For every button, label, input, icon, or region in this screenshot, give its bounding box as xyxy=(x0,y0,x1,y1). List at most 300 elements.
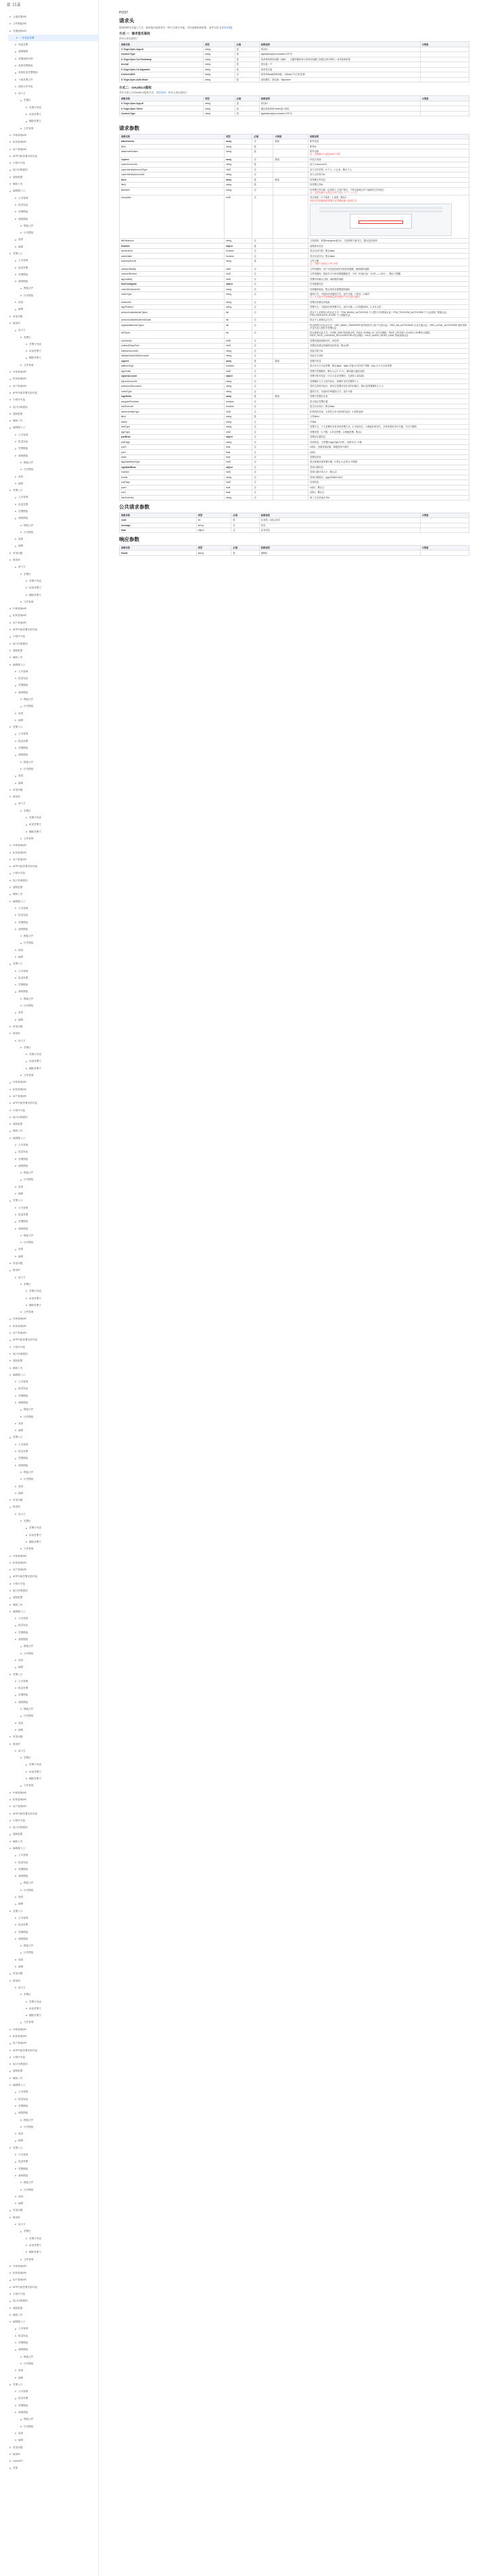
sidebar-item[interactable] xyxy=(9,884,98,891)
sidebar-item[interactable] xyxy=(9,1803,98,1810)
sidebar-item[interactable] xyxy=(9,668,98,675)
sidebar-item[interactable] xyxy=(9,1372,98,1378)
sidebar-item[interactable] xyxy=(9,1281,98,1288)
sidebar-item[interactable] xyxy=(9,2005,98,2012)
sidebar-item[interactable] xyxy=(9,1156,98,1163)
menu-icon[interactable]: ☰ xyxy=(7,3,11,8)
sidebar-item[interactable] xyxy=(9,202,98,208)
sidebar-item[interactable] xyxy=(9,1058,98,1065)
sidebar-item[interactable] xyxy=(9,1051,98,1058)
sidebar-item[interactable] xyxy=(9,807,98,814)
sidebar-item[interactable] xyxy=(9,592,98,599)
sidebar-item[interactable] xyxy=(9,417,98,424)
sidebar-item[interactable] xyxy=(9,1991,98,1998)
sidebar-item[interactable] xyxy=(9,563,98,570)
sidebar-item[interactable] xyxy=(9,2200,98,2207)
sidebar-item[interactable] xyxy=(9,1455,98,1461)
sidebar-item[interactable] xyxy=(9,619,98,626)
sidebar-item[interactable] xyxy=(9,390,98,396)
sidebar-item[interactable] xyxy=(9,2312,98,2318)
sidebar-item[interactable] xyxy=(9,2026,98,2033)
sidebar-item[interactable] xyxy=(9,989,98,996)
sidebar-item[interactable] xyxy=(9,1539,98,1545)
sidebar-item[interactable] xyxy=(9,1378,98,1385)
sidebar-item[interactable] xyxy=(9,2117,98,2124)
sidebar-item[interactable] xyxy=(9,1622,98,1629)
sidebar-item[interactable] xyxy=(9,529,98,536)
sidebar-item[interactable] xyxy=(9,278,98,285)
sidebar-item[interactable] xyxy=(9,1239,98,1246)
sidebar-item[interactable] xyxy=(9,1720,98,1727)
sidebar-item[interactable] xyxy=(9,2388,98,2395)
sidebar-item[interactable] xyxy=(9,1824,98,1831)
sidebar-item[interactable] xyxy=(9,2339,98,2346)
sidebar-item[interactable] xyxy=(9,1399,98,1406)
sidebar-item[interactable] xyxy=(9,1831,98,1837)
sidebar-item[interactable] xyxy=(9,1148,98,1155)
sidebar-item[interactable] xyxy=(9,1093,98,1100)
sidebar-item[interactable] xyxy=(9,285,98,292)
sidebar-item[interactable] xyxy=(9,306,98,312)
sidebar-item[interactable] xyxy=(9,2297,98,2304)
sidebar-item[interactable] xyxy=(9,473,98,480)
sidebar-item[interactable] xyxy=(9,515,98,521)
sidebar-item[interactable] xyxy=(9,1330,98,1336)
sidebar-item[interactable] xyxy=(9,1852,98,1858)
sidebar-item[interactable] xyxy=(9,1566,98,1573)
sidebar-item[interactable] xyxy=(9,2054,98,2061)
sidebar-item[interactable] xyxy=(9,842,98,849)
sidebar-item[interactable] xyxy=(9,2019,98,2026)
sidebar-item[interactable] xyxy=(9,2221,98,2228)
sidebar-item[interactable] xyxy=(9,508,98,515)
sidebar-item[interactable] xyxy=(9,821,98,828)
sidebar-item[interactable] xyxy=(9,2193,98,2200)
sidebar-item[interactable] xyxy=(9,1601,98,1608)
sidebar-item[interactable] xyxy=(9,14,98,20)
sidebar-item[interactable] xyxy=(9,243,98,250)
sidebar-item[interactable] xyxy=(9,1706,98,1712)
sidebar-item[interactable] xyxy=(9,1030,98,1037)
sidebar-item[interactable] xyxy=(9,1908,98,1915)
sidebar-item[interactable] xyxy=(9,522,98,529)
sidebar-item[interactable] xyxy=(9,1246,98,1253)
sidebar-item[interactable] xyxy=(9,1309,98,1315)
sidebar-item[interactable] xyxy=(9,480,98,487)
sidebar-item[interactable] xyxy=(9,1712,98,1719)
sidebar-item[interactable] xyxy=(9,1615,98,1622)
sidebar-item[interactable] xyxy=(9,2207,98,2214)
sidebar-item[interactable] xyxy=(9,675,98,682)
sidebar-item[interactable] xyxy=(9,1225,98,1232)
sidebar-item[interactable] xyxy=(9,2326,98,2333)
sidebar-item[interactable] xyxy=(9,1323,98,1330)
sidebar-item[interactable] xyxy=(9,1727,98,1733)
sidebar-item[interactable] xyxy=(9,759,98,766)
sidebar-item[interactable] xyxy=(9,1009,98,1016)
sidebar-item[interactable] xyxy=(9,1497,98,1503)
sidebar-item[interactable] xyxy=(9,1950,98,1957)
sidebar-item[interactable] xyxy=(9,1142,98,1148)
sidebar-item[interactable] xyxy=(9,954,98,960)
sidebar-item[interactable] xyxy=(9,682,98,689)
sidebar-item[interactable] xyxy=(9,1344,98,1351)
sidebar-item[interactable] xyxy=(9,557,98,563)
sidebar-item[interactable] xyxy=(9,1406,98,1413)
sidebar-item[interactable] xyxy=(9,1365,98,1372)
sidebar-item[interactable] xyxy=(9,828,98,835)
sidebar-item[interactable] xyxy=(9,2437,98,2443)
sidebar-item[interactable] xyxy=(9,640,98,647)
sidebar-item[interactable] xyxy=(9,1560,98,1566)
sidebar-item[interactable] xyxy=(9,2075,98,2082)
sidebar-item[interactable] xyxy=(9,1267,98,1273)
sidebar-item[interactable] xyxy=(9,1741,98,1748)
sidebar-item[interactable] xyxy=(9,41,98,48)
sidebar-item[interactable] xyxy=(9,2012,98,2019)
sidebar-item[interactable] xyxy=(9,1037,98,1044)
sidebar-item[interactable] xyxy=(9,1128,98,1135)
sidebar-item[interactable] xyxy=(9,1699,98,1706)
sidebar-item[interactable] xyxy=(9,1762,98,1769)
sidebar-item[interactable] xyxy=(9,877,98,884)
sidebar-item[interactable] xyxy=(9,271,98,278)
sidebar-item[interactable] xyxy=(9,1169,98,1176)
sidebar-item[interactable] xyxy=(9,452,98,459)
sidebar-item[interactable] xyxy=(9,459,98,466)
sidebar-item[interactable] xyxy=(9,2291,98,2297)
sidebar-item[interactable] xyxy=(9,292,98,299)
sidebar-item[interactable] xyxy=(9,543,98,550)
sidebar-item[interactable] xyxy=(9,411,98,417)
sidebar-item[interactable] xyxy=(9,1177,98,1184)
sidebar-item[interactable] xyxy=(9,1782,98,1789)
sidebar-item[interactable] xyxy=(9,2270,98,2276)
sidebar-item[interactable] xyxy=(9,905,98,912)
sidebar-item[interactable] xyxy=(9,654,98,661)
sidebar-item[interactable] xyxy=(9,369,98,375)
sidebar-item[interactable] xyxy=(9,1963,98,1970)
sidebar-item[interactable] xyxy=(9,1232,98,1239)
sidebar-item[interactable] xyxy=(9,1587,98,1594)
sidebar-item[interactable] xyxy=(9,1894,98,1900)
sidebar-item[interactable] xyxy=(9,181,98,187)
sidebar-item[interactable] xyxy=(9,1218,98,1225)
sidebar-item[interactable] xyxy=(9,2088,98,2095)
sidebar-item[interactable] xyxy=(9,1190,98,1197)
sidebar-item[interactable] xyxy=(9,97,98,104)
sidebar-item[interactable] xyxy=(9,1915,98,1921)
sidebar-item[interactable] xyxy=(9,2082,98,2088)
sidebar-item[interactable] xyxy=(9,153,98,160)
sidebar-item[interactable] xyxy=(9,1532,98,1539)
sidebar-item[interactable] xyxy=(9,28,98,34)
sidebar-item[interactable] xyxy=(9,647,98,654)
sidebar-item[interactable] xyxy=(9,487,98,494)
sidebar-item[interactable] xyxy=(9,160,98,166)
sidebar-item[interactable] xyxy=(9,787,98,793)
sidebar-item[interactable] xyxy=(9,327,98,333)
sidebar-item[interactable] xyxy=(9,355,98,362)
sidebar-item[interactable] xyxy=(9,104,98,111)
sidebar-item[interactable] xyxy=(9,2465,98,2472)
sidebar-item[interactable] xyxy=(9,1336,98,1343)
sidebar-item[interactable] xyxy=(9,1608,98,1615)
sidebar-item[interactable] xyxy=(9,2423,98,2430)
sidebar-item[interactable] xyxy=(9,1553,98,1560)
sidebar-item[interactable] xyxy=(9,2130,98,2137)
sidebar-item[interactable] xyxy=(9,717,98,724)
sidebar-item[interactable] xyxy=(9,2145,98,2151)
sidebar-item[interactable] xyxy=(9,613,98,619)
sidebar-item[interactable] xyxy=(9,2228,98,2234)
sidebar-item[interactable] xyxy=(9,404,98,411)
sidebar-item[interactable] xyxy=(9,1420,98,1427)
sidebar-item[interactable] xyxy=(9,1184,98,1190)
sidebar-item[interactable] xyxy=(9,926,98,933)
sidebar-item[interactable] xyxy=(9,751,98,758)
sidebar-item[interactable] xyxy=(9,2444,98,2451)
sidebar-item[interactable] xyxy=(9,1302,98,1309)
sidebar-item[interactable] xyxy=(9,48,98,55)
sidebar-item[interactable] xyxy=(9,1664,98,1670)
sidebar-item[interactable] xyxy=(9,2151,98,2158)
sidebar-item[interactable] xyxy=(9,1845,98,1852)
auth-doc-link[interactable]: 鉴权说明 xyxy=(221,26,231,29)
sidebar-item[interactable] xyxy=(9,1476,98,1482)
sidebar-item[interactable] xyxy=(9,1984,98,1991)
sidebar-item[interactable] xyxy=(9,2033,98,2040)
sidebar-item[interactable] xyxy=(9,2318,98,2325)
sidebar-item[interactable] xyxy=(9,1775,98,1782)
sidebar-item[interactable] xyxy=(9,731,98,738)
sidebar-item[interactable] xyxy=(9,1789,98,1796)
sidebar-item[interactable] xyxy=(9,912,98,918)
sidebar-item[interactable] xyxy=(9,494,98,500)
sidebar-item[interactable] xyxy=(9,1288,98,1294)
sidebar-item[interactable] xyxy=(9,69,98,76)
sidebar-item[interactable] xyxy=(9,996,98,1002)
sidebar-item[interactable] xyxy=(9,445,98,452)
sidebar-item[interactable] xyxy=(9,1100,98,1106)
sidebar-item[interactable] xyxy=(9,536,98,542)
sidebar-item[interactable] xyxy=(9,438,98,445)
sidebar-item[interactable] xyxy=(9,1211,98,1218)
sidebar-item[interactable] xyxy=(9,334,98,341)
sidebar-item[interactable] xyxy=(9,724,98,730)
sidebar-item[interactable] xyxy=(9,1657,98,1664)
sidebar-item[interactable] xyxy=(9,933,98,939)
sidebar-item[interactable] xyxy=(9,2158,98,2165)
sidebar-item[interactable] xyxy=(9,981,98,988)
sidebar-item[interactable] xyxy=(9,578,98,584)
sidebar-item[interactable] xyxy=(9,341,98,348)
sidebar-item[interactable] xyxy=(9,1643,98,1649)
sidebar-item[interactable] xyxy=(9,1769,98,1775)
sidebar-item[interactable] xyxy=(9,1023,98,1030)
sidebar-item[interactable] xyxy=(9,1887,98,1894)
sidebar-item[interactable] xyxy=(9,229,98,236)
sidebar-item[interactable] xyxy=(9,2249,98,2255)
sidebar-item[interactable] xyxy=(9,1357,98,1364)
sidebar-item[interactable] xyxy=(9,396,98,403)
sidebar-item[interactable] xyxy=(9,62,98,69)
sidebar-item[interactable] xyxy=(9,1977,98,1984)
sidebar-item[interactable] xyxy=(9,501,98,508)
sidebar-item[interactable] xyxy=(9,2284,98,2291)
sidebar-item[interactable] xyxy=(9,146,98,153)
sidebar-item[interactable] xyxy=(9,1441,98,1448)
sidebar-item[interactable] xyxy=(9,1260,98,1267)
sidebar-item[interactable] xyxy=(9,1754,98,1761)
sidebar-item[interactable] xyxy=(9,1936,98,1942)
sidebar-item[interactable] xyxy=(9,1135,98,1142)
sidebar-item[interactable] xyxy=(9,1866,98,1873)
sidebar-item[interactable] xyxy=(9,167,98,174)
sidebar-item[interactable] xyxy=(9,2179,98,2186)
sidebar-item[interactable] xyxy=(9,1107,98,1114)
sidebar-item[interactable] xyxy=(9,2103,98,2109)
sidebar-item[interactable] xyxy=(9,633,98,640)
sidebar-item[interactable] xyxy=(9,1253,98,1260)
sidebar-item[interactable] xyxy=(9,431,98,438)
sidebar-item[interactable] xyxy=(9,849,98,856)
sidebar-item[interactable] xyxy=(9,208,98,215)
sidebar-item[interactable] xyxy=(9,856,98,863)
sidebar-item[interactable] xyxy=(9,1636,98,1643)
sidebar-item[interactable] xyxy=(9,1351,98,1357)
sidebar-item[interactable] xyxy=(9,223,98,229)
sidebar-item[interactable] xyxy=(9,2458,98,2464)
sidebar-item[interactable] xyxy=(9,870,98,877)
sidebar-item[interactable] xyxy=(9,2409,98,2416)
sidebar-item[interactable] xyxy=(9,1114,98,1121)
sidebar-item[interactable] xyxy=(9,2402,98,2409)
sidebar-item[interactable] xyxy=(9,1998,98,2005)
sidebar-item[interactable] xyxy=(9,257,98,264)
sidebar-item[interactable] xyxy=(9,2374,98,2381)
sidebar-item[interactable] xyxy=(9,1942,98,1949)
sidebar-item[interactable] xyxy=(9,2451,98,2458)
sidebar-item[interactable] xyxy=(9,1970,98,1977)
sidebar-item[interactable] xyxy=(9,2353,98,2360)
sidebar-item[interactable] xyxy=(9,1434,98,1441)
sidebar-item[interactable] xyxy=(9,55,98,62)
sidebar-item[interactable] xyxy=(9,1838,98,1845)
sidebar-item[interactable] xyxy=(9,2430,98,2437)
sidebar-item[interactable] xyxy=(9,960,98,967)
mode2-doc-link[interactable]: 鉴权说明 xyxy=(156,91,166,94)
sidebar-item[interactable] xyxy=(9,2068,98,2075)
sidebar-item[interactable] xyxy=(9,1490,98,1497)
sidebar-item[interactable] xyxy=(9,898,98,905)
sidebar-item[interactable] xyxy=(9,1685,98,1691)
sidebar-item[interactable] xyxy=(9,2214,98,2221)
sidebar-item[interactable] xyxy=(9,1921,98,1928)
sidebar-item[interactable] xyxy=(9,968,98,975)
sidebar-item[interactable] xyxy=(9,20,98,27)
sidebar-item[interactable] xyxy=(9,1671,98,1678)
sidebar-item[interactable] xyxy=(9,2165,98,2172)
sidebar-item[interactable] xyxy=(9,2186,98,2193)
sidebar-item[interactable] xyxy=(9,975,98,981)
sidebar-item[interactable] xyxy=(9,599,98,605)
sidebar-item[interactable] xyxy=(9,76,98,83)
sidebar-item[interactable] xyxy=(9,1392,98,1399)
sidebar-item[interactable] xyxy=(9,1810,98,1817)
sidebar-item[interactable] xyxy=(9,947,98,954)
sidebar-item[interactable] xyxy=(9,1545,98,1552)
sidebar-item[interactable] xyxy=(9,1518,98,1524)
sidebar-item[interactable] xyxy=(9,1316,98,1323)
sidebar-item[interactable] xyxy=(9,696,98,703)
sidebar-item[interactable] xyxy=(9,1385,98,1392)
sidebar-item[interactable] xyxy=(9,1900,98,1907)
sidebar-item[interactable] xyxy=(9,313,98,320)
sidebar-item[interactable] xyxy=(9,132,98,139)
sidebar-item[interactable] xyxy=(9,550,98,557)
sidebar-item[interactable] xyxy=(9,939,98,946)
sidebar-item[interactable] xyxy=(9,1121,98,1127)
sidebar-item[interactable] xyxy=(9,264,98,271)
sidebar-item[interactable] xyxy=(9,1650,98,1657)
sidebar-item[interactable] xyxy=(9,2235,98,2242)
sidebar-item[interactable] xyxy=(9,425,98,431)
sidebar-item[interactable] xyxy=(9,299,98,306)
sidebar-item[interactable] xyxy=(9,584,98,591)
sidebar-item[interactable] xyxy=(9,772,98,779)
sidebar-item[interactable] xyxy=(9,111,98,118)
sidebar-item[interactable] xyxy=(9,2242,98,2249)
sidebar-item[interactable] xyxy=(9,383,98,390)
sidebar-item[interactable] xyxy=(9,237,98,243)
sidebar-item[interactable] xyxy=(9,216,98,223)
sidebar-item[interactable] xyxy=(9,1448,98,1455)
sidebar-item[interactable] xyxy=(9,1163,98,1169)
sidebar-item[interactable] xyxy=(9,2305,98,2312)
sidebar-item[interactable] xyxy=(9,1427,98,1434)
sidebar-item[interactable] xyxy=(9,1957,98,1963)
sidebar-item[interactable] xyxy=(9,1413,98,1420)
sidebar-item[interactable] xyxy=(9,780,98,787)
sidebar-item[interactable] xyxy=(9,118,98,124)
sidebar-item[interactable] xyxy=(9,1295,98,1302)
sidebar-item[interactable] xyxy=(9,1678,98,1685)
sidebar-item[interactable] xyxy=(9,1859,98,1866)
sidebar-item[interactable] xyxy=(9,689,98,696)
sidebar-item[interactable] xyxy=(9,2124,98,2130)
sidebar-item[interactable] xyxy=(9,766,98,772)
sidebar-item[interactable] xyxy=(9,139,98,145)
sidebar-item[interactable] xyxy=(9,1274,98,1281)
sidebar-item[interactable] xyxy=(9,738,98,745)
sidebar-item[interactable] xyxy=(9,2416,98,2422)
sidebar-item[interactable] xyxy=(9,661,98,668)
sidebar-item[interactable] xyxy=(9,2333,98,2339)
sidebar-item[interactable] xyxy=(9,125,98,132)
sidebar-item[interactable] xyxy=(9,466,98,473)
sidebar-item[interactable] xyxy=(9,174,98,181)
sidebar-item[interactable] xyxy=(9,2256,98,2263)
sidebar-item[interactable] xyxy=(9,793,98,800)
sidebar-item[interactable] xyxy=(9,2109,98,2116)
sidebar-item[interactable] xyxy=(9,1692,98,1699)
sidebar-item[interactable] xyxy=(9,1002,98,1009)
sidebar-item[interactable] xyxy=(9,1580,98,1587)
sidebar-item[interactable] xyxy=(9,571,98,578)
sidebar-item[interactable] xyxy=(9,814,98,821)
sidebar-item[interactable] xyxy=(9,1511,98,1518)
